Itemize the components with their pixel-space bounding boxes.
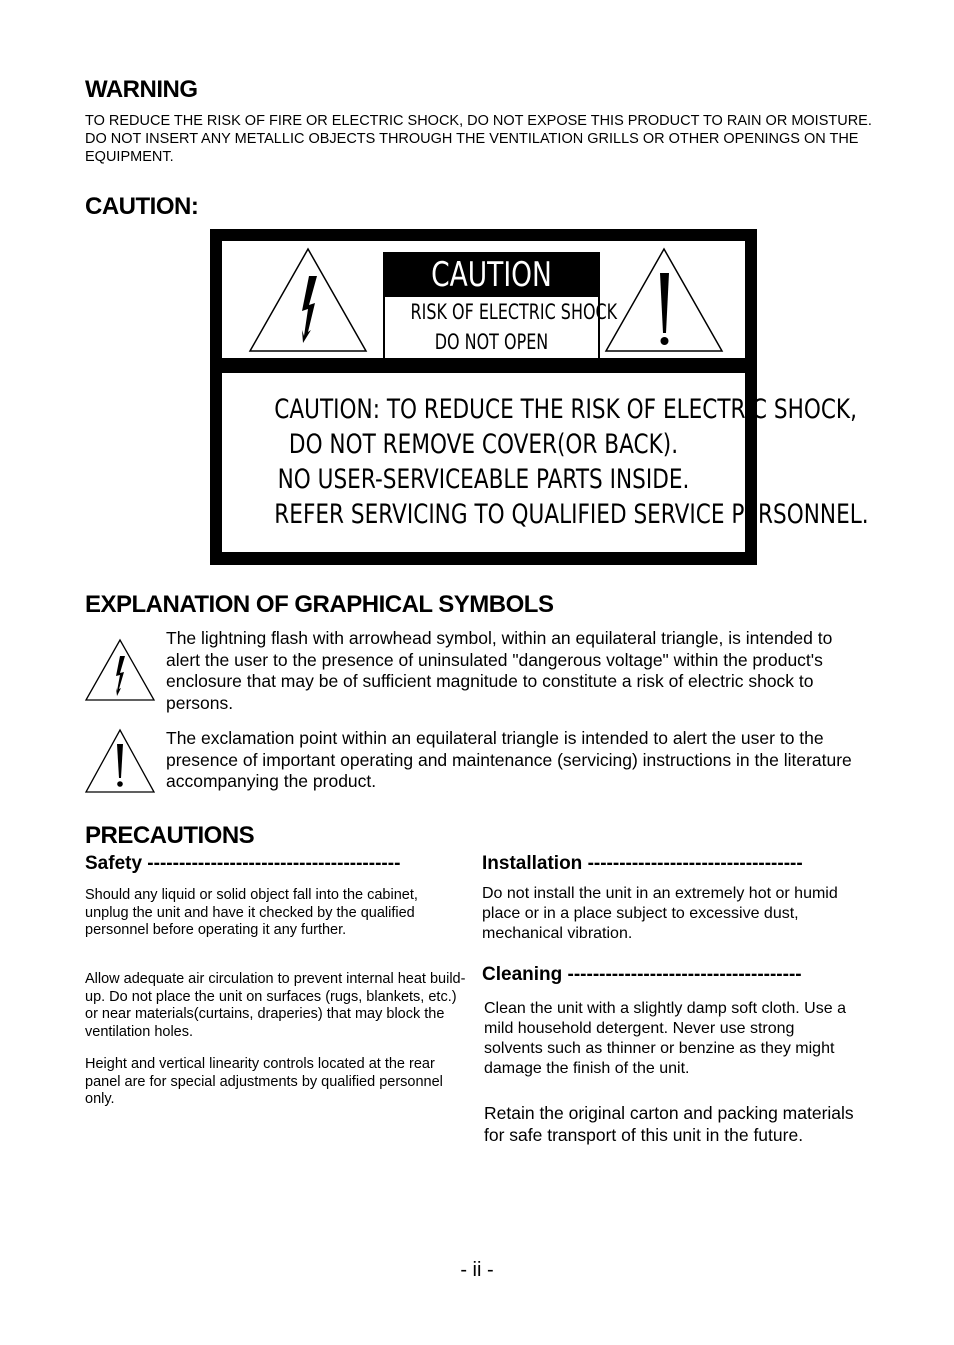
cleaning-paragraph-1: Clean the unit with a slightly damp soft cloth. Use a mild household detergent. Never use strong solvents such as thinner or benzine as they might damage the finish of the unit. — [484, 1000, 846, 1077]
lightning-triangle-icon — [247, 246, 369, 354]
caution-label-line-2: DO NOT REMOVE COVER(OR BACK). — [288, 429, 679, 460]
caution-label-line-1: CAUTION: TO REDUCE THE RISK OF ELECTRIC SHOCK, — [274, 394, 857, 425]
safety-heading: Safety ---------------------------------------- — [85, 853, 401, 874]
caution-label-top-panel — [222, 241, 745, 358]
exclamation-symbol-text: The exclamation point within an equilateral triangle is intended to alert the user to the presence of important operating and maintenance (servicing) instructions in the literature accompanying the product. — [166, 728, 852, 791]
page-number: - ii - — [460, 1259, 494, 1281]
exclamation-triangle-icon — [603, 246, 725, 354]
installation-paragraph: Do not install the unit in an extremely hot or humid place or in a place subject to excessive dust, mechanical vibration. — [482, 885, 838, 942]
lightning-symbol-text: The lightning flash with arrowhead symbol, within an equilateral triangle, is intended to alert the user to the presence of uninsulated "dangerous voltage" within the product's enclosure that may be of sufficient magnitude to constitute a risk of electric shock to persons. — [166, 628, 833, 713]
safety-paragraph-3: Height and vertical linearity controls located at the rear panel are for special adjustments by qualified personnel only. — [85, 1056, 443, 1107]
symbols-title: EXPLANATION OF GRAPHICAL SYMBOLS — [85, 591, 554, 618]
safety-paragraph-2: Allow adequate air circulation to prevent internal heat build-up. Do not place the unit on surfaces (rugs, blankets, etc.) or near materials(curtains, draperies) that may block the ventilation holes. — [85, 971, 466, 1040]
caution-label-line-4: REFER SERVICING TO QUALIFIED SERVICE PERSONNEL. — [274, 499, 869, 530]
caution-label — [210, 229, 869, 565]
caution-sign-heading: CAUTION — [431, 255, 552, 295]
caution-title: CAUTION: — [85, 193, 199, 220]
cleaning-heading: Cleaning ------------------------------------- — [482, 964, 802, 985]
installation-heading: Installation ---------------------------------- — [482, 853, 803, 874]
cleaning-paragraph-2: Retain the original carton and packing materials for safe transport of this unit in the future. — [484, 1103, 854, 1145]
warning-title: WARNING — [85, 76, 198, 103]
precautions-title: PRECAUTIONS — [85, 822, 255, 849]
warning-text: TO REDUCE THE RISK OF FIRE OR ELECTRIC SHOCK, DO NOT EXPOSE THIS PRODUCT TO RAIN OR MOISTURE. DO NOT INSERT ANY METALLIC OBJECTS THROUGH THE VENTILATION GRILLS OR OTHER OPENINGS ON THE EQUIPMENT. — [85, 113, 872, 165]
caution-sign-line-1: RISK OF ELECTRIC SHOCK — [410, 300, 618, 324]
caution-label-bottom-panel — [222, 373, 869, 552]
caution-label-line-3: NO USER-SERVICEABLE PARTS INSIDE. — [277, 464, 690, 495]
caution-sign-line-2: DO NOT OPEN — [434, 330, 549, 354]
lightning-symbol-icon — [84, 638, 156, 702]
exclamation-symbol-icon — [84, 728, 156, 794]
caution-sign-box — [383, 252, 618, 362]
safety-paragraph-1: Should any liquid or solid object fall into the cabinet, unplug the unit and have it checked by the qualified personnel before operating it any further. — [85, 887, 418, 938]
